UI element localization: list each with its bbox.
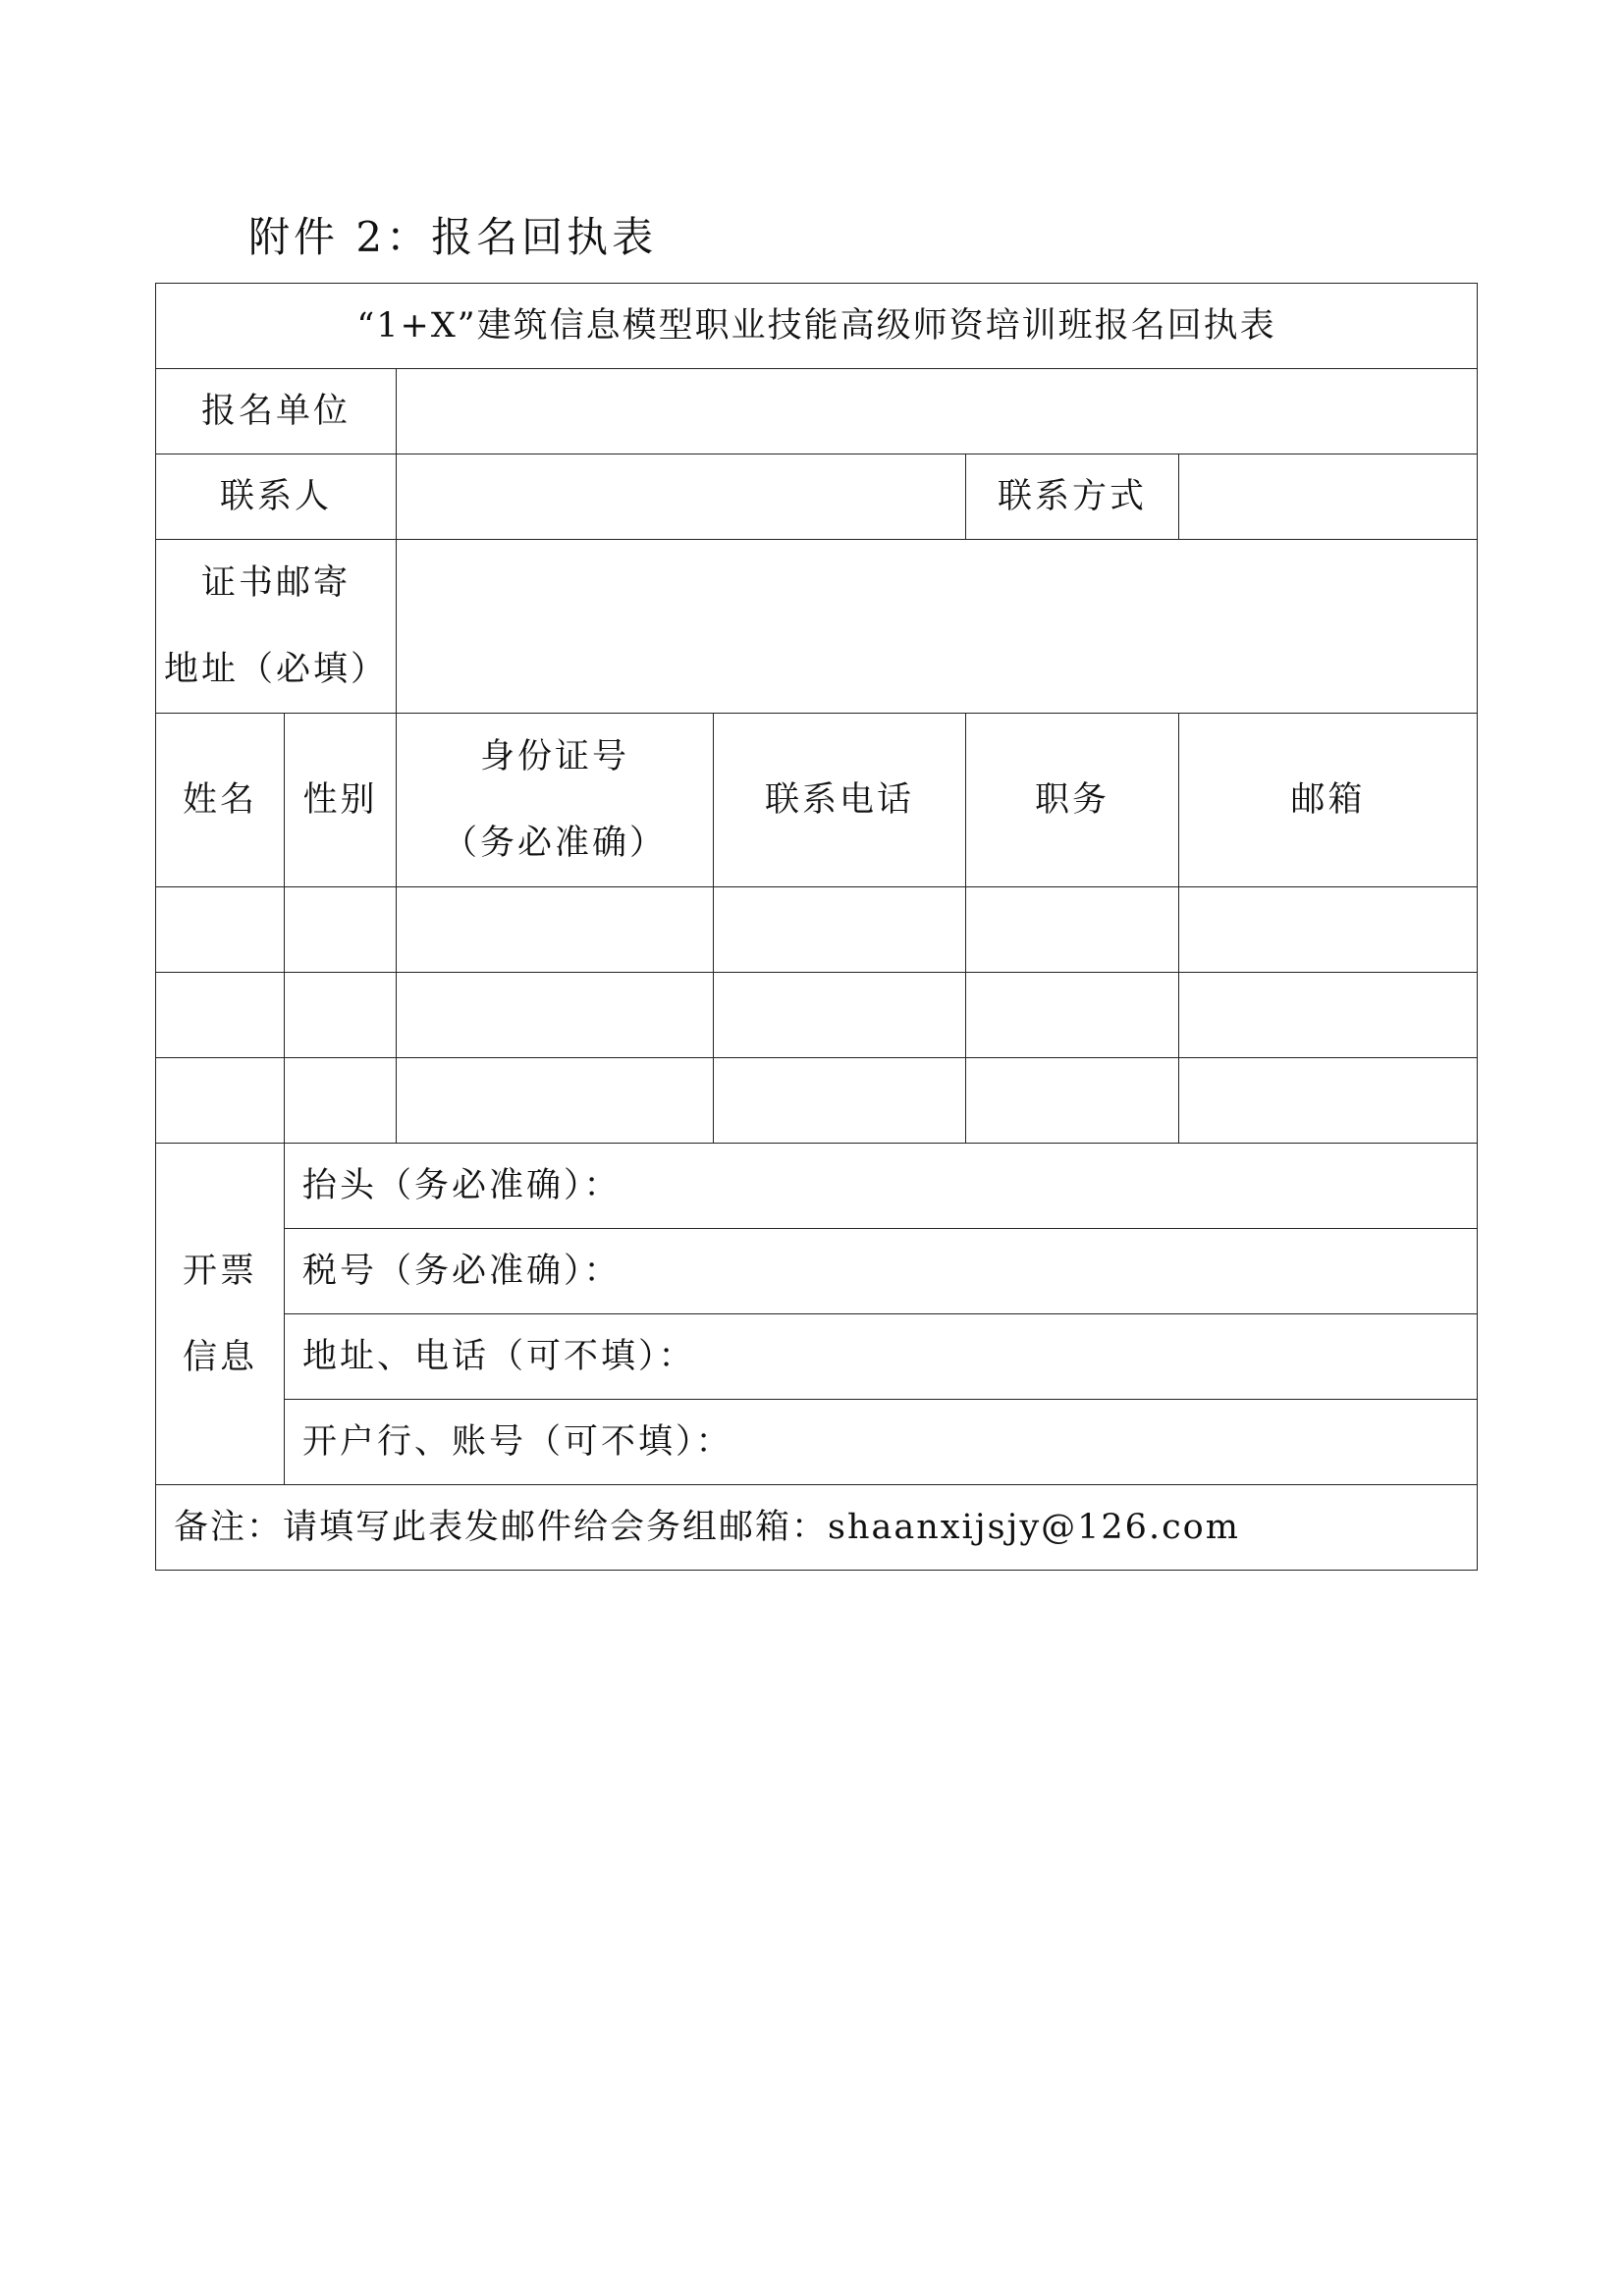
col-header-id-line1: 身份证号 (479, 737, 629, 776)
id-cell[interactable] (397, 1058, 714, 1144)
email-cell[interactable] (1179, 887, 1478, 973)
form-title: “1+X”建筑信息模型职业技能高级师资培训班报名回执表 (156, 284, 1478, 369)
email-cell[interactable] (1179, 973, 1478, 1058)
unit-input[interactable] (397, 369, 1478, 454)
invoice-bank-field[interactable]: 开户行、账号（可不填）： (285, 1400, 1478, 1485)
cert-address-label-line1: 证书邮寄 (200, 563, 351, 603)
phone-cell[interactable] (714, 887, 966, 973)
attachment-heading: 附件 2：报名回执表 (248, 213, 658, 261)
col-header-position: 职务 (966, 714, 1179, 887)
col-header-name: 姓名 (156, 714, 285, 887)
invoice-address-field[interactable]: 地址、电话（可不填）： (285, 1314, 1478, 1400)
col-header-id-line2: （务必准确） (442, 824, 667, 863)
col-header-gender: 性别 (285, 714, 397, 887)
registration-form-table (155, 283, 1478, 1571)
cert-address-input[interactable] (397, 540, 1478, 714)
cert-address-label-line2: 地址（必填） (163, 650, 388, 689)
contact-label: 联系人 (156, 454, 397, 540)
position-cell[interactable] (966, 1058, 1179, 1144)
cert-address-label (156, 540, 397, 714)
col-header-id (397, 714, 714, 887)
note-text: 备注：请填写此表发邮件给会务组邮箱：shaanxijsjy@126.com (156, 1485, 1478, 1571)
col-header-phone: 联系电话 (714, 714, 966, 887)
contact-method-input[interactable] (1179, 454, 1478, 540)
table-row (156, 973, 1478, 1058)
name-cell[interactable] (156, 1058, 285, 1144)
invoice-label (156, 1144, 285, 1485)
phone-cell[interactable] (714, 1058, 966, 1144)
table-row (156, 1058, 1478, 1144)
contact-input[interactable] (397, 454, 966, 540)
invoice-tax-field[interactable]: 税号（务必准确）： (285, 1229, 1478, 1314)
invoice-label-line1: 开票 (182, 1251, 257, 1291)
invoice-label-line2: 信息 (182, 1337, 257, 1377)
gender-cell[interactable] (285, 887, 397, 973)
table-row (156, 887, 1478, 973)
id-cell[interactable] (397, 973, 714, 1058)
gender-cell[interactable] (285, 1058, 397, 1144)
contact-method-label: 联系方式 (966, 454, 1179, 540)
name-cell[interactable] (156, 887, 285, 973)
gender-cell[interactable] (285, 973, 397, 1058)
phone-cell[interactable] (714, 973, 966, 1058)
email-cell[interactable] (1179, 1058, 1478, 1144)
id-cell[interactable] (397, 887, 714, 973)
unit-label: 报名单位 (156, 369, 397, 454)
invoice-title-field[interactable]: 抬头（务必准确）： (285, 1144, 1478, 1229)
position-cell[interactable] (966, 887, 1179, 973)
col-header-email: 邮箱 (1179, 714, 1478, 887)
name-cell[interactable] (156, 973, 285, 1058)
position-cell[interactable] (966, 973, 1179, 1058)
